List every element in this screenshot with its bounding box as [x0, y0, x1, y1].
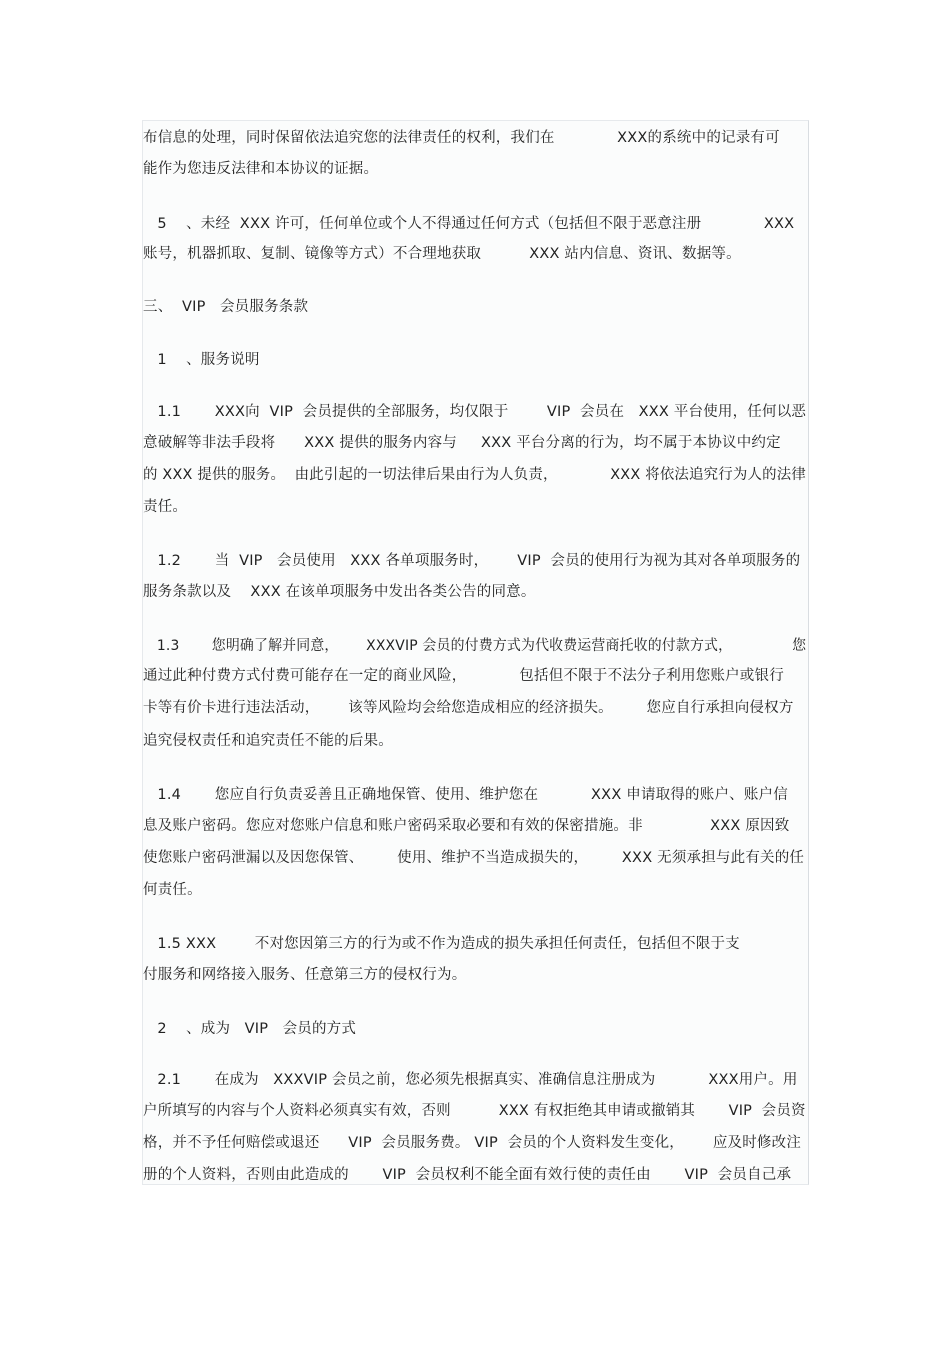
text-line: 册的个人资料，否则由此造成的 VIP 会员权利不能全面有效行使的责任由 VIP 会员自己承 — [143, 1167, 792, 1183]
text-line: 5 、未经 XXX 许可，任何单位或个人不得通过任何方式（包括但不限于恶意注册 XXX — [143, 216, 795, 232]
text-line: 能作为您违反法律和本协议的证据。 — [143, 161, 379, 177]
text-line: 卡等有价卡进行违法活动， 该等风险均会给您造成相应的经济损失。 您应自行承担向侵权方 — [143, 700, 794, 716]
text-line: 息及账户密码。您应对您账户信息和账户密码采取必要和有效的保密措施。非 XXX 原因致 — [143, 818, 790, 834]
text-line: 付服务和网络接入服务、任意第三方的侵权行为。 — [143, 967, 467, 983]
text-line: 1.3 您明确了解并同意， XXXVIP 会员的付费方式为代收费运营商托收的付款方式， 您 — [143, 638, 807, 654]
text-line: 责任。 — [143, 499, 188, 515]
text-line: 通过此种付费方式付费可能存在一定的商业风险， 包括但不限于不法分子利用您账户或银行 — [143, 668, 784, 684]
section-heading: 三、 VIP 会员服务条款 — [143, 299, 309, 315]
text-line: 1.5 XXX 不对您因第三方的行为或不作为造成的损失承担任何责任，包括但不限于支 — [143, 936, 740, 952]
text-line: 2.1 在成为 XXXVIP 会员之前，您必须先根据真实、准确信息注册成为 XXX用户。用 — [143, 1072, 798, 1088]
text-line: 何责任。 — [143, 882, 202, 898]
text-line: 户所填写的内容与个人资料必须真实有效，否则 XXX 有权拒绝其申请或撤销其 VIP 会员资 — [143, 1103, 806, 1119]
text-line: 布信息的处理，同时保留依法追究您的法律责任的权利，我们在 XXX的系统中的记录有可 — [143, 130, 780, 146]
text-line: 的 XXX 提供的服务。 由此引起的一切法律后果由行为人负责， XXX 将依法追究行为人的法律 — [143, 467, 806, 483]
text-line: 1.1 XXX向 VIP 会员提供的全部服务，均仅限于 VIP 会员在 XXX 平台使用，任何以恶 — [143, 404, 807, 420]
text-line: 服务条款以及 XXX 在该单项服务中发出各类公告的同意。 — [143, 584, 536, 600]
text-line: 追究侵权责任和追究责任不能的后果。 — [143, 733, 393, 749]
subsection-heading: 2 、成为 VIP 会员的方式 — [143, 1021, 357, 1037]
text-line: 意破解等非法手段将 XXX 提供的服务内容与 XXX 平台分离的行为，均不属于本协议中约定 — [143, 435, 781, 451]
subsection-heading: 1 、服务说明 — [143, 352, 260, 368]
text-line: 1.4 您应自行负责妥善且正确地保管、使用、维护您在 XXX 申请取得的账户、账户信 — [143, 787, 788, 803]
text-line: 账号，机器抓取、复制、镜像等方式）不合理地获取 XXX 站内信息、资讯、数据等。 — [143, 246, 741, 262]
text-line: 1.2 当 VIP 会员使用 XXX 各单项服务时， VIP 会员的使用行为视为其对各单项服务的 — [143, 553, 801, 569]
text-line: 使您账户密码泄漏以及因您保管、 使用、维护不当造成损失的， XXX 无须承担与此有关的任 — [143, 850, 805, 866]
text-line: 格，并不予任何赔偿或退还 VIP 会员服务费。 VIP 会员的个人资料发生变化， 应及时修改注 — [143, 1135, 802, 1151]
